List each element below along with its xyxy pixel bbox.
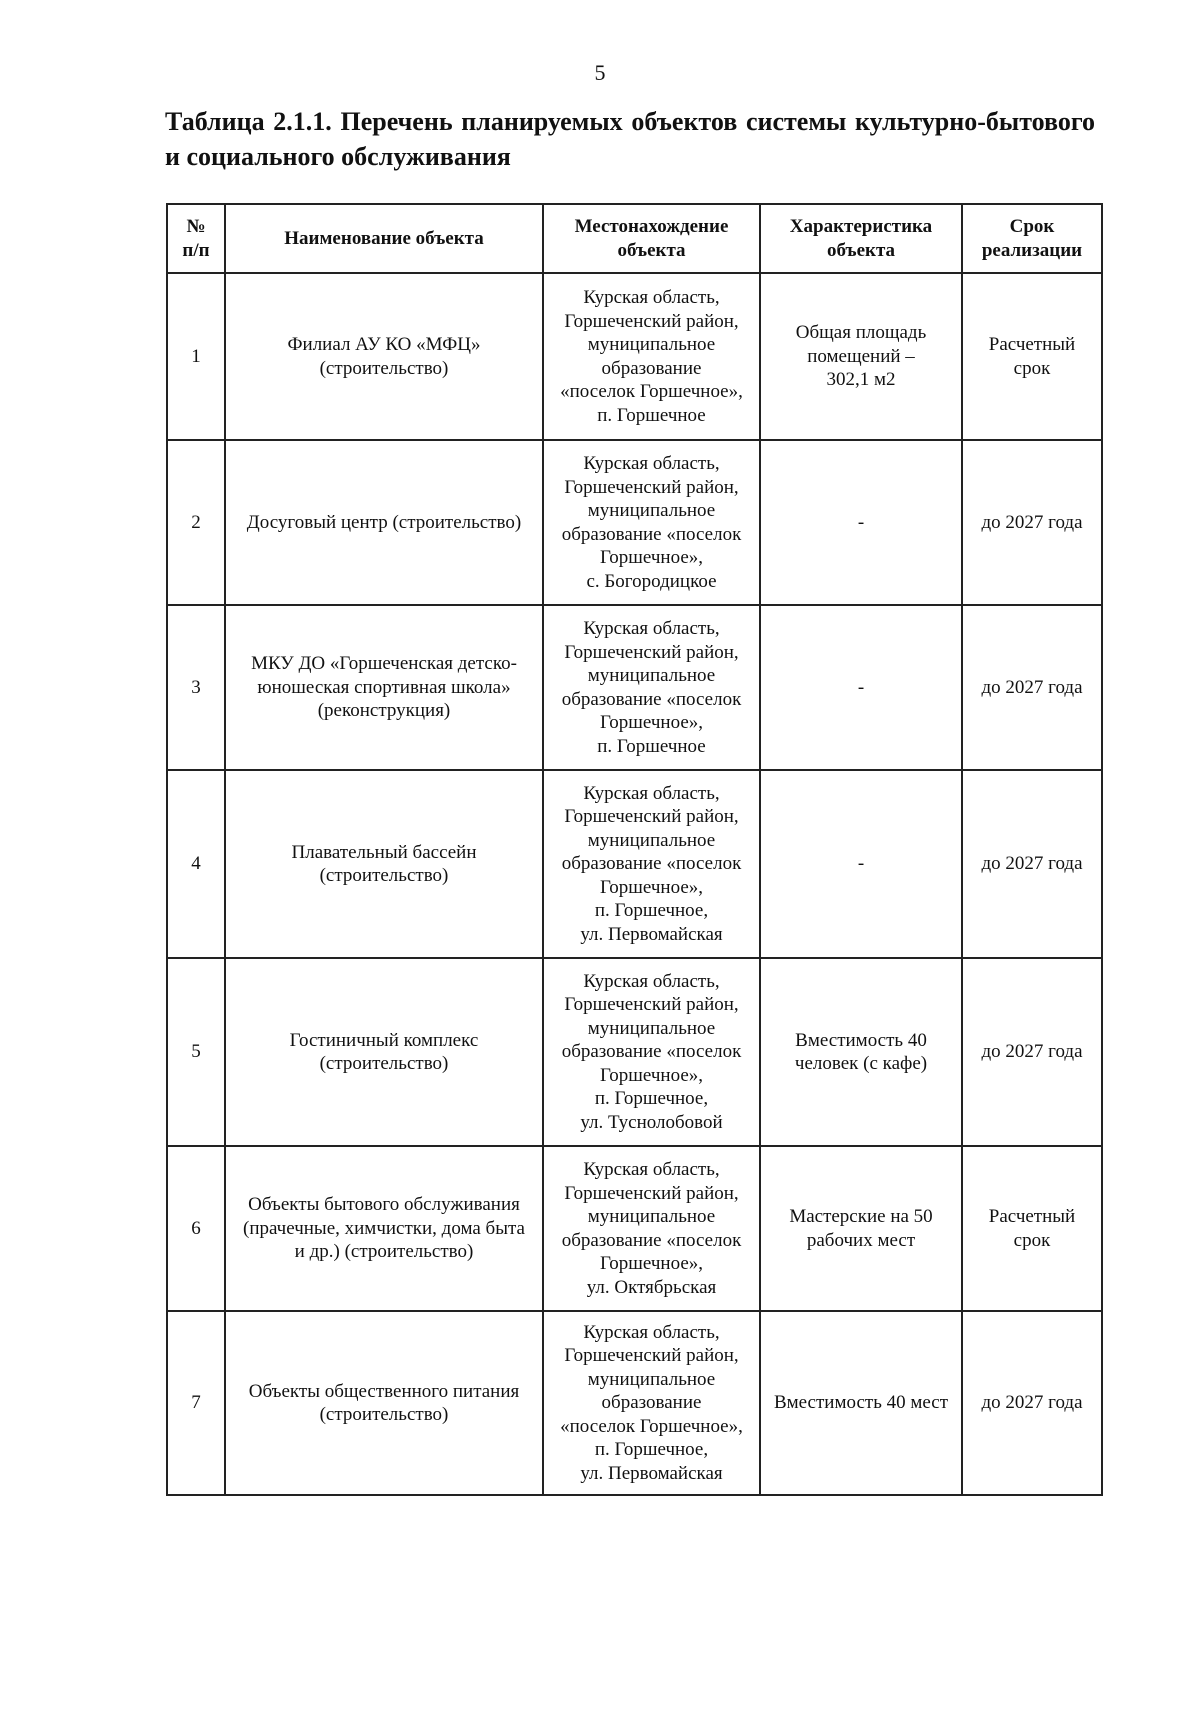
- cell-number: 1: [167, 273, 225, 440]
- cell-location: Курская область, Горшеченский район, муниципальное образование «поселок Горшечное», п. Горшечное: [543, 605, 760, 770]
- cell-characteristic: -: [760, 440, 962, 605]
- cell-location: Курская область, Горшеченский район, муниципальное образование «поселок Горшечное», ул. Октябрьская: [543, 1146, 760, 1311]
- cell-name: МКУ ДО «Горшеченская детско- юношеская спортивная школа» (реконструкция): [225, 605, 543, 770]
- table-row: [167, 1146, 1102, 1311]
- cell-term: до 2027 года: [962, 958, 1102, 1146]
- table-caption: Таблица 2.1.1. Перечень планируемых объектов системы культурно-бытового и социального обслуживания: [165, 107, 1095, 171]
- cell-characteristic: Общая площадь помещений – 302,1 м2: [760, 273, 962, 440]
- header-term: Срок реализации: [962, 204, 1102, 273]
- cell-number: 5: [167, 958, 225, 1146]
- header-characteristic: Характеристика объекта: [760, 204, 962, 273]
- table-row: [167, 440, 1102, 605]
- cell-location: Курская область, Горшеченский район, муниципальное образование «поселок Горшечное», с. Богородицкое: [543, 440, 760, 605]
- cell-location: Курская область, Горшеченский район, муниципальное образование «поселок Горшечное», п. Горшечное, ул. Туснолобовой: [543, 958, 760, 1146]
- planned-objects-table: [166, 203, 1103, 1496]
- table-header-row: [167, 204, 1102, 273]
- page-number: 5: [594, 60, 606, 85]
- cell-term: до 2027 года: [962, 1311, 1102, 1495]
- cell-term: до 2027 года: [962, 440, 1102, 605]
- cell-number: 2: [167, 440, 225, 605]
- cell-name: Плавательный бассейн (строительство): [225, 770, 543, 958]
- cell-name: Досуговый центр (строительство): [225, 440, 543, 605]
- header-number: № п/п: [167, 204, 225, 273]
- cell-name: Объекты общественного питания (строительство): [225, 1311, 543, 1495]
- cell-number: 3: [167, 605, 225, 770]
- cell-location: Курская область, Горшеченский район, муниципальное образование «поселок Горшечное», п. Горшечное: [543, 273, 760, 440]
- table-row: [167, 273, 1102, 440]
- cell-number: 4: [167, 770, 225, 958]
- cell-characteristic: Мастерские на 50 рабочих мест: [760, 1146, 962, 1311]
- cell-name: Гостиничный комплекс (строительство): [225, 958, 543, 1146]
- cell-characteristic: -: [760, 605, 962, 770]
- cell-name: Объекты бытового обслуживания (прачечные, химчистки, дома быта и др.) (строительство): [225, 1146, 543, 1311]
- table-row: [167, 958, 1102, 1146]
- table-row: [167, 1311, 1102, 1495]
- cell-term: Расчетный срок: [962, 273, 1102, 440]
- cell-number: 6: [167, 1146, 225, 1311]
- header-name: Наименование объекта: [225, 204, 543, 273]
- cell-term: до 2027 года: [962, 605, 1102, 770]
- cell-location: Курская область, Горшеченский район, муниципальное образование «поселок Горшечное», п. Горшечное, ул. Первомайская: [543, 1311, 760, 1495]
- cell-characteristic: -: [760, 770, 962, 958]
- cell-name: Филиал АУ КО «МФЦ» (строительство): [225, 273, 543, 440]
- header-location: Местонахождение объекта: [543, 204, 760, 273]
- cell-term: до 2027 года: [962, 770, 1102, 958]
- cell-location: Курская область, Горшеченский район, муниципальное образование «поселок Горшечное», п. Горшечное, ул. Первомайская: [543, 770, 760, 958]
- table-row: [167, 770, 1102, 958]
- cell-characteristic: Вместимость 40 мест: [760, 1311, 962, 1495]
- cell-term: Расчетный срок: [962, 1146, 1102, 1311]
- cell-characteristic: Вместимость 40 человек (с кафе): [760, 958, 962, 1146]
- table-row: [167, 605, 1102, 770]
- cell-number: 7: [167, 1311, 225, 1495]
